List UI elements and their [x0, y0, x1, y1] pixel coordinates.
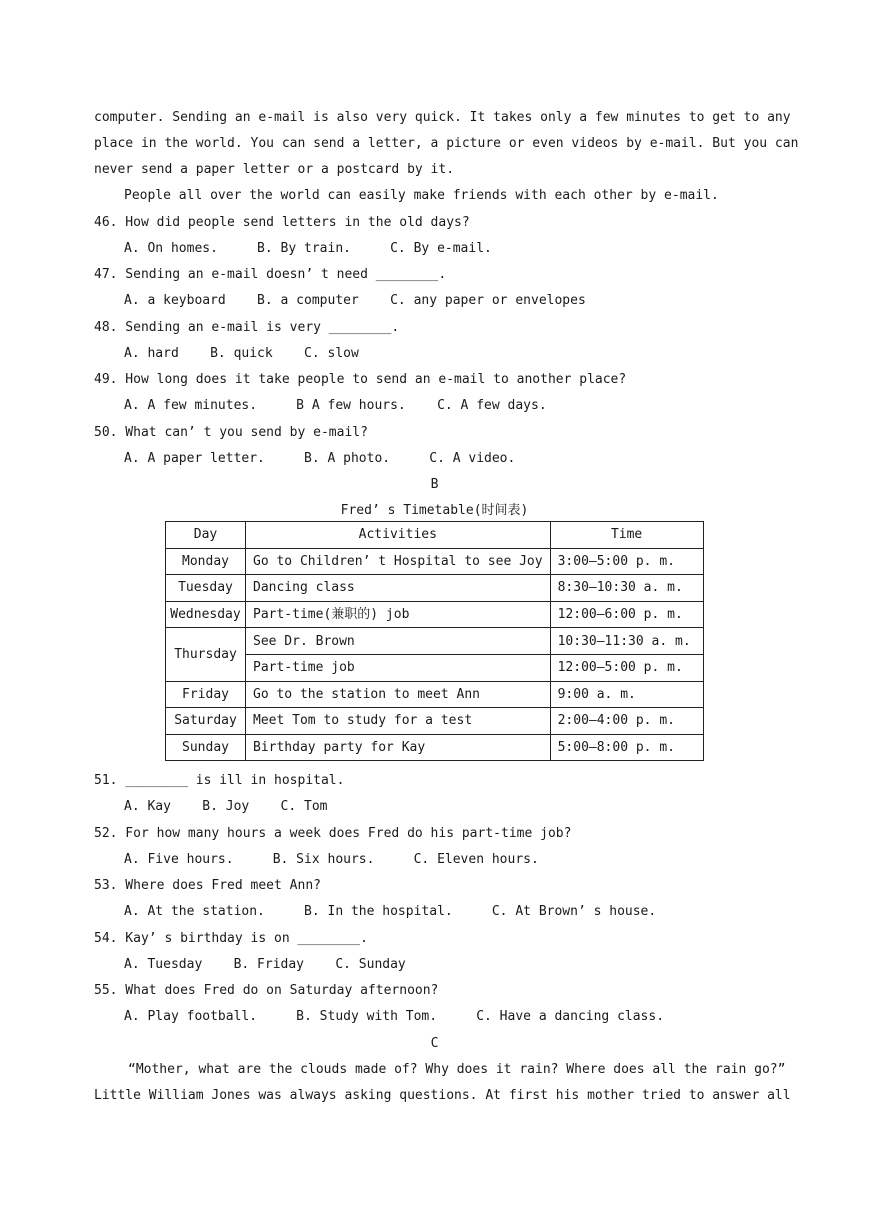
table-row — [166, 548, 704, 575]
timetable-title: Fred’ s Timetable(时间表) — [340, 503, 529, 518]
timetable-header-row — [166, 522, 704, 549]
question-54: 54. Kay’ s birthday is on ________. — [94, 931, 368, 946]
activity-cell: See Dr. Brown — [246, 628, 551, 655]
question-52: 52. For how many hours a week does Fred do his part-time job? — [94, 826, 572, 841]
time-cell: 3:00—5:00 p. m. — [550, 548, 703, 575]
table-row — [166, 575, 704, 602]
question-51-options: A. Kay B. Joy C. Tom — [124, 799, 328, 814]
header-activities: Activities — [246, 522, 551, 549]
question-55-options: A. Play football. B. Study with Tom. C. Have a dancing class. — [124, 1009, 665, 1024]
day-cell: Saturday — [166, 708, 246, 735]
day-cell: Tuesday — [166, 575, 246, 602]
activity-cell: Part-time job — [246, 654, 551, 681]
question-48-options: A. hard B. quick C. slow — [124, 346, 359, 361]
day-cell: Thursday — [166, 628, 246, 681]
passage-c-line-2: Little William Jones was always asking questions. At first his mother tried to answer all — [94, 1088, 791, 1103]
activity-cell: Go to Children’ t Hospital to see Joy — [246, 548, 551, 575]
day-cell: Sunday — [166, 734, 246, 761]
activity-cell: Birthday party for Kay — [246, 734, 551, 761]
day-cell: Monday — [166, 548, 246, 575]
question-47-options: A. a keyboard B. a computer C. any paper or envelopes — [124, 293, 586, 308]
question-53-options: A. At the station. B. In the hospital. C. At Brown’ s house. — [124, 904, 657, 919]
time-cell: 9:00 a. m. — [550, 681, 703, 708]
passage-a-line-2: place in the world. You can send a letter, a picture or even videos by e-mail. But you can — [94, 136, 799, 151]
timetable — [165, 521, 704, 761]
table-row — [166, 654, 704, 681]
header-time: Time — [550, 522, 703, 549]
question-46: 46. How did people send letters in the old days? — [94, 215, 470, 230]
table-row — [166, 734, 704, 761]
table-row — [166, 681, 704, 708]
question-49: 49. How long does it take people to send an e-mail to another place? — [94, 372, 627, 387]
time-cell: 5:00—8:00 p. m. — [550, 734, 703, 761]
question-47: 47. Sending an e-mail doesn’ t need ________. — [94, 267, 447, 282]
header-day: Day — [166, 522, 246, 549]
table-row — [166, 628, 704, 655]
passage-a-line-4: People all over the world can easily make friends with each other by e-mail. — [124, 188, 719, 203]
question-46-options: A. On homes. B. By train. C. By e-mail. — [124, 241, 492, 256]
day-cell: Friday — [166, 681, 246, 708]
question-48: 48. Sending an e-mail is very ________. — [94, 320, 400, 335]
question-50: 50. What can’ t you send by e-mail? — [94, 425, 368, 440]
question-55: 55. What does Fred do on Saturday afternoon? — [94, 983, 439, 998]
section-c-heading: C — [430, 1036, 439, 1051]
question-51: 51. ________ is ill in hospital. — [94, 773, 345, 788]
passage-a-line-1: computer. Sending an e-mail is also very quick. It takes only a few minutes to get to any — [94, 110, 791, 125]
question-54-options: A. Tuesday B. Friday C. Sunday — [124, 957, 406, 972]
time-cell: 12:00—6:00 p. m. — [550, 601, 703, 628]
day-cell: Wednesday — [166, 601, 246, 628]
table-row — [166, 708, 704, 735]
section-b-heading: B — [430, 477, 439, 492]
time-cell: 8:30—10:30 a. m. — [550, 575, 703, 602]
question-53: 53. Where does Fred meet Ann? — [94, 878, 321, 893]
question-50-options: A. A paper letter. B. A photo. C. A video. — [124, 451, 516, 466]
table-row — [166, 601, 704, 628]
time-cell: 10:30—11:30 a. m. — [550, 628, 703, 655]
activity-cell: Part-time(兼职的) job — [246, 601, 551, 628]
passage-a-line-3: never send a paper letter or a postcard by it. — [94, 162, 455, 177]
activity-cell: Go to the station to meet Ann — [246, 681, 551, 708]
passage-c-line-1: “Mother, what are the clouds made of? Why does it rain? Where does all the rain go?” — [128, 1062, 786, 1077]
time-cell: 2:00—4:00 p. m. — [550, 708, 703, 735]
activity-cell: Dancing class — [246, 575, 551, 602]
time-cell: 12:00—5:00 p. m. — [550, 654, 703, 681]
activity-cell: Meet Tom to study for a test — [246, 708, 551, 735]
question-52-options: A. Five hours. B. Six hours. C. Eleven hours. — [124, 852, 539, 867]
question-49-options: A. A few minutes. B A few hours. C. A few days. — [124, 398, 547, 413]
